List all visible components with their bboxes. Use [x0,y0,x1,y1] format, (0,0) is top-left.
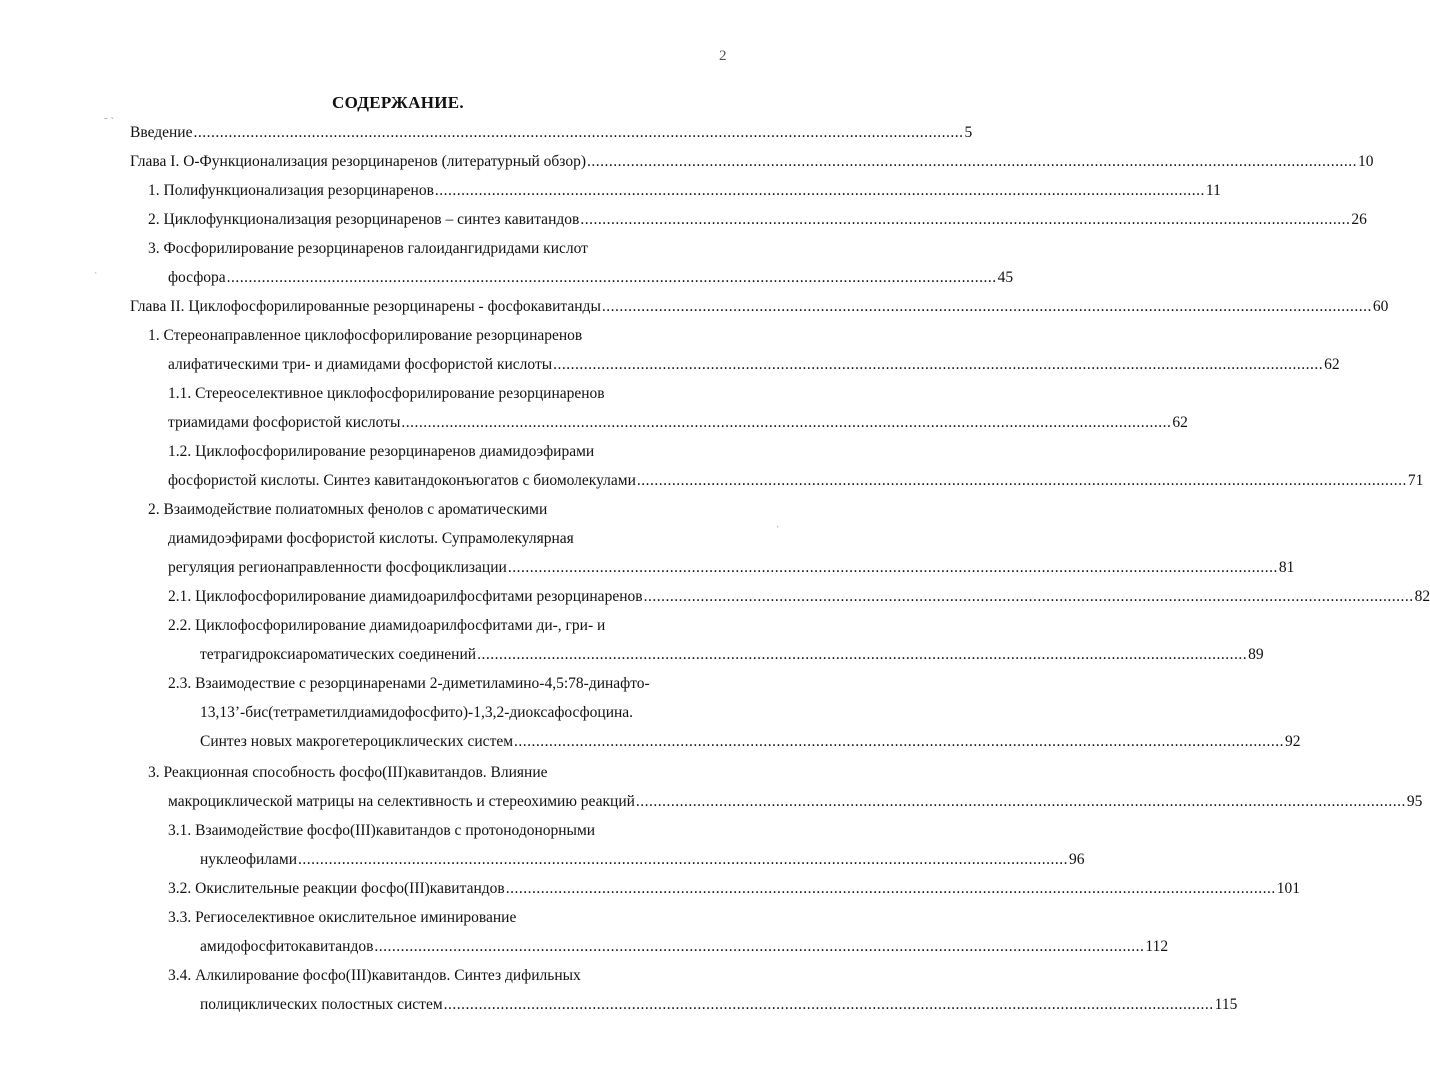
toc-leader-dots: ................................................................................................................................................................................ [505,880,1276,897]
toc-entry-page: 115 [1214,996,1238,1013]
scan-speck: ˜ ˋ [104,116,115,128]
toc-entry-text: 2.3. Взаимодествие с резорцинаренами 2-диметиламино-4,5:78-динафто- [168,675,650,692]
toc-leader-dots: ................................................................................................................................................................................ [636,472,1407,489]
toc-entry-continuation [168,413,1188,433]
page-title: СОДЕРЖАНИЕ. [332,93,464,112]
toc-entry-page: 82 [1414,588,1430,605]
toc-entry-page: 11 [1205,182,1221,199]
toc-entry-page: 112 [1145,938,1169,955]
toc-entry-text: алифатическими три- и диамидами фосфористой кислоты [168,356,553,373]
toc-entry-continuation [200,645,1264,665]
toc-entry-subsection [168,587,1430,607]
toc-leader-dots: ................................................................................................................................................................................ [586,153,1357,170]
toc-entry-text: нуклеофилами [200,851,297,868]
toc-leader-dots: ................................................................................................................................................................................ [193,124,964,141]
toc-entry-text: 1. Полифункционализация резорцинаренов [148,182,434,199]
toc-leader-dots: ................................................................................................................................................................................ [580,211,1351,228]
toc-entry-text: 3.2. Окислительные реакции фосфо(III)кавитандов [168,880,505,897]
toc-entry-page: 81 [1278,559,1295,576]
toc-entry-page: 26 [1351,211,1367,228]
toc-entry-page: 101 [1276,880,1300,897]
scan-speck: ˈ [776,524,780,536]
toc-entry-page: 89 [1248,646,1264,663]
toc-leader-dots: ................................................................................................................................................................................ [601,298,1372,315]
toc-entry-page: 5 [964,124,973,141]
toc-entry-continuation [168,558,1295,578]
toc-entry-text: полициклических полостных систем [200,996,443,1013]
toc-entry-page: 96 [1069,851,1085,868]
toc-entry-text: Глава II. Циклофосфорилированные резорцинарены - фосфокавитанды [130,298,601,315]
toc-leader-dots: ................................................................................................................................................................................ [514,733,1285,750]
toc-leader-dots: ................................................................................................................................................................................ [635,793,1406,810]
toc-entry-text: 3. Фосфорилирование резорцинаренов галоидангидридами кислот [148,240,588,257]
toc-entry-text: 3.1. Взаимодействие фосфо(III)кавитандов с протонодонорными [168,822,596,839]
toc-entry-text: триамидами фосфористой кислоты [168,414,401,431]
toc-leader-dots: ................................................................................................................................................................................ [477,646,1248,663]
toc-entry-continuation [168,355,1340,375]
toc-entry-chapter-2 [130,297,1389,317]
toc-entry-page: 10 [1357,153,1374,170]
toc-leader-dots: ................................................................................................................................................................................ [374,938,1145,955]
toc-entry-text: 3.4. Алкилирование фосфо(III)кавитандов. Синтез дифильных [168,967,581,984]
toc-entry-continuation [200,995,1238,1015]
toc-entry-text: диамидоэфирами фосфористой кислоты. Супрамолекулярная [168,530,574,547]
toc-entry-continuation [168,268,1014,288]
toc-entry-page: 60 [1372,298,1389,315]
toc-entry-text: 2.2. Циклофосфорилирование диамидоарилфосфитами ди-, гри- и [168,617,606,634]
toc-entry-text: Глава I. О-Функционализация резорцинаренов (литературный обзор) [130,153,586,170]
toc-leader-dots: ................................................................................................................................................................................ [401,414,1172,431]
toc-entry-text: 2.1. Циклофосфорилирование диамидоарилфосфитами резорцинаренов [168,588,643,605]
toc-entry-intro [130,123,973,143]
toc-leader-dots: ................................................................................................................................................................................ [507,559,1278,576]
toc-entry-continuation [200,850,1085,870]
toc-entry-text: 1. Стереонаправленное циклофосфорилирование резорцинаренов [148,327,583,344]
toc-entry-text: фосфористой кислоты. Синтез кавитандоконъюгатов с биомолекулами [168,472,636,489]
toc-leader-dots: ................................................................................................................................................................................ [298,851,1068,868]
toc-leader-dots: ................................................................................................................................................................................ [434,182,1205,199]
toc-entry-continuation [200,732,1301,752]
toc-leader-dots: ................................................................................................................................................................................ [553,356,1324,373]
toc-entry-page: 45 [997,269,1014,286]
scan-speck: ˈ [94,270,98,282]
toc-entry-text: 1.2. Циклофосфорилирование резорцинаренов диамидоэфирами [168,443,595,460]
toc-entry-continuation [200,937,1169,957]
toc-entry-text: Синтез новых макрогетероциклических систем [200,733,514,750]
toc-entry-page: 62 [1324,356,1340,373]
toc-entry-page: 92 [1285,733,1301,750]
toc-entry-text: 3.3. Региоселективное окислительное иминирование [168,909,517,926]
page-number: 2 [719,48,727,64]
toc-leader-dots: ................................................................................................................................................................................ [443,996,1214,1013]
toc-entry-text: регуляция регионаправленности фосфоциклизации [168,559,507,576]
toc-entry-text: макроциклической матрицы на селективность и стереохимию реакций [168,793,635,810]
toc-entry-text: тетрагидроксиароматических соединений [200,646,477,663]
toc-entry-page: 62 [1172,414,1188,431]
toc-entry-chapter-1 [130,152,1374,172]
toc-entry-text: фосфора [168,269,226,286]
toc-entry-text: 1.1. Стереоселективное циклофосфорилирование резорцинаренов [168,385,605,402]
toc-entry-continuation [168,792,1423,812]
toc-entry-text: 2. Взаимодействие полиатомных фенолов с ароматическими [148,501,548,518]
toc-entry-section [148,181,1221,201]
toc-entry-page: 71 [1407,472,1424,489]
toc-entry-text: Введение [130,124,193,141]
toc-entry-text: 2. Циклофункционализация резорцинаренов – синтез кавитандов [148,211,580,228]
toc-entry-page: 95 [1406,793,1423,810]
toc-entry-text: 3. Реакционная способность фосфо(III)кавитандов. Влияние [148,764,548,781]
toc-entry-subsection [168,879,1300,899]
toc-entry-text: амидофосфитокавитандов [200,938,374,955]
toc-leader-dots: ................................................................................................................................................................................ [226,269,997,286]
toc-entry-section [148,210,1367,230]
toc-entry-text: 13,13’-бис(тетраметилдиамидофосфито)-1,3,2-диоксафосфоцина. [200,704,634,721]
toc-leader-dots: ................................................................................................................................................................................ [643,588,1414,605]
toc-entry-continuation [168,471,1424,491]
